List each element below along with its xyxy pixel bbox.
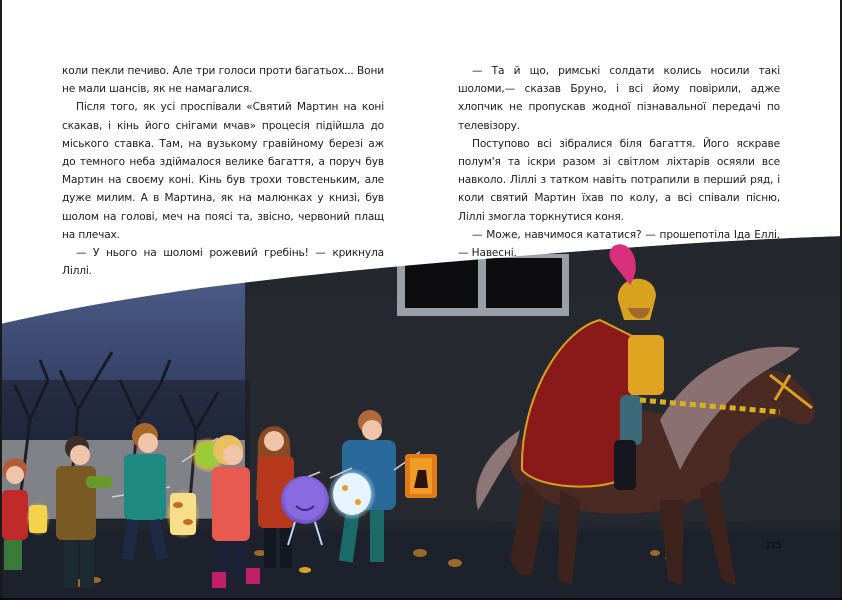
text-column-left [62,62,384,280]
paragraph: — Та й що, римські солдати колись носили такі шоломи,— сказав Бруно, і всі йому повірили, адже хлопчик не пропускав жодної пізнавальної передачі по телевізору. [458,65,780,132]
paragraph: Поступово всі зібралися біля багаття. Його яскраве полум'я та іскри разом зі світлом ліхтарів осяяли все навколо. Ліллі з татком навіть потрапили в перший ряд, і коли святий Мартин їхав по колу, а всі співали пісню, Ліллі змогла торкнутися коня. [458,137,780,223]
paragraph: — У нього на шоломі рожевий гребінь! — крикнула Ліллі. [62,247,384,278]
paragraph: коли пекли печиво. Але три голоси проти багатьох... Вони не мали шансів, як не намагалися. [62,65,384,96]
paragraph: — Може, навчимося кататися? — прошепотіла Іда Еллі.— Навесні. [458,228,780,260]
page-border-left [0,0,2,600]
text-column-right [458,62,780,262]
paragraph: Після того, як усі проспівали «Святий Мартин на коні скакав, і кінь його снігами мчав» процесія підійшла до міського ставка. Там, на вузькому гравійному березі аж до темного неба здіймалося велике багаття, а поруч був Мартин на своєму коні. Кінь був трохи товстеньким, але дуже милим. А в Мартина, як на малюнках у книзі, був шолом на голові, меч на поясі та, звісно, червоний плащ на плечах. [62,101,384,241]
page-number: 125 [765,541,782,551]
